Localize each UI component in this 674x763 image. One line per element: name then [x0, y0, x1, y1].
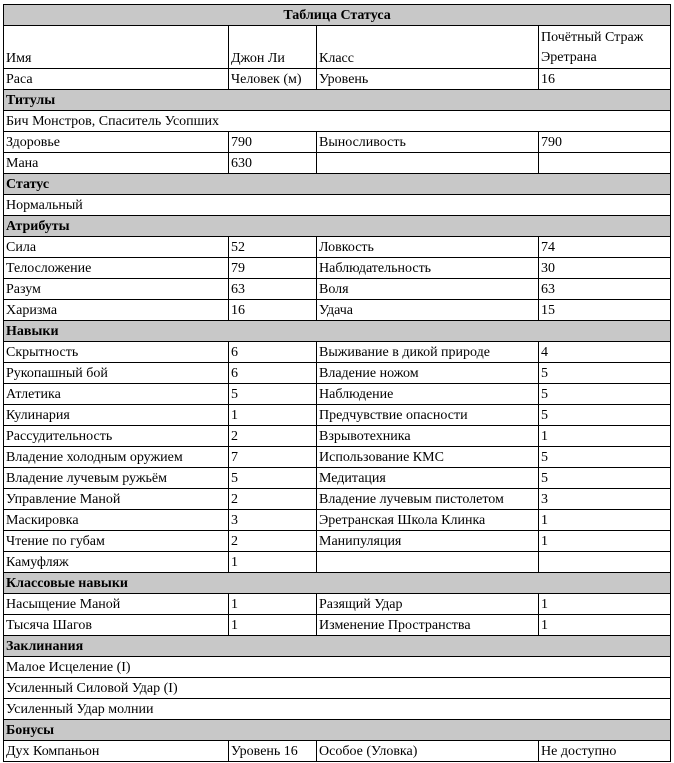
skill-row-value-right: 5 — [539, 363, 671, 384]
attribute-row-value-left: 63 — [229, 279, 317, 300]
attribute-row-value-right: 74 — [539, 237, 671, 258]
skill-row-name-right: Манипуляция — [317, 531, 539, 552]
attribute-row-name-right: Наблюдательность — [317, 258, 539, 279]
status-table — [3, 4, 671, 762]
skill-row-value-right — [539, 552, 671, 573]
race-value: Человек (м) — [229, 69, 317, 90]
skill-row-name-left: Рукопашный бой — [4, 363, 229, 384]
bonuses-header-row — [4, 720, 671, 741]
skill-row-value-left: 3 — [229, 510, 317, 531]
skill-row — [4, 552, 671, 573]
attribute-row-value-right: 15 — [539, 300, 671, 321]
skill-row-value-left: 7 — [229, 447, 317, 468]
race-label: Раса — [4, 69, 229, 90]
skill-row-name-right: Эретранская Школа Клинка — [317, 510, 539, 531]
attribute-row-name-left: Харизма — [4, 300, 229, 321]
skill-row-value-right: 1 — [539, 531, 671, 552]
empty-cell — [317, 153, 539, 174]
bonus-availability: Не доступно — [539, 741, 671, 762]
class-label: Класс — [317, 26, 539, 69]
status-value-row — [4, 195, 671, 216]
title-row — [4, 5, 671, 26]
skill-row — [4, 510, 671, 531]
attribute-row-name-right: Удача — [317, 300, 539, 321]
skill-row-value-left: 6 — [229, 363, 317, 384]
spells-section — [4, 657, 671, 720]
bonus-level: Уровень 16 — [229, 741, 317, 762]
skill-row-value-left: 2 — [229, 489, 317, 510]
race-level-row — [4, 69, 671, 90]
class-skill-row-name-right: Изменение Пространства — [317, 615, 539, 636]
attribute-row-value-left: 52 — [229, 237, 317, 258]
status-header: Статус — [4, 174, 671, 195]
skill-row-value-left: 5 — [229, 384, 317, 405]
name-label: Имя — [4, 26, 229, 69]
class-skills-header: Классовые навыки — [4, 573, 671, 594]
stamina-label: Выносливость — [317, 132, 539, 153]
skill-row-value-right: 5 — [539, 447, 671, 468]
skill-row-value-right: 5 — [539, 468, 671, 489]
skill-row-value-right: 3 — [539, 489, 671, 510]
attribute-row-value-left: 79 — [229, 258, 317, 279]
class-skill-row-name-left: Тысяча Шагов — [4, 615, 229, 636]
skill-row-value-left: 2 — [229, 426, 317, 447]
class-skill-row — [4, 594, 671, 615]
skill-row — [4, 531, 671, 552]
level-value: 16 — [539, 69, 671, 90]
skills-section — [4, 342, 671, 573]
attribute-row-value-right: 30 — [539, 258, 671, 279]
skill-row — [4, 489, 671, 510]
skill-row-name-right: Медитация — [317, 468, 539, 489]
skills-header: Навыки — [4, 321, 671, 342]
skill-row-value-right: 5 — [539, 384, 671, 405]
skill-row-value-right: 4 — [539, 342, 671, 363]
spell-row — [4, 657, 671, 678]
mana-row — [4, 153, 671, 174]
class-skill-row — [4, 615, 671, 636]
class-skill-row-value-right: 1 — [539, 615, 671, 636]
skill-row-value-left: 2 — [229, 531, 317, 552]
mana-label: Мана — [4, 153, 229, 174]
class-skill-row-name-left: Насыщение Маной — [4, 594, 229, 615]
skill-row-value-left: 5 — [229, 468, 317, 489]
skill-row-name-left: Кулинария — [4, 405, 229, 426]
mana-value: 630 — [229, 153, 317, 174]
attribute-row-name-right: Ловкость — [317, 237, 539, 258]
class-skills-header-row — [4, 573, 671, 594]
spell-item: Малое Исцеление (I) — [4, 657, 671, 678]
skill-row — [4, 468, 671, 489]
skill-row-name-left: Рассудительность — [4, 426, 229, 447]
skill-row-value-right: 1 — [539, 426, 671, 447]
skill-row-name-left: Чтение по губам — [4, 531, 229, 552]
skill-row-value-left: 6 — [229, 342, 317, 363]
spells-header-row — [4, 636, 671, 657]
skill-row — [4, 426, 671, 447]
bonus-name: Дух Компаньон — [4, 741, 229, 762]
skill-row — [4, 342, 671, 363]
attribute-row-value-left: 16 — [229, 300, 317, 321]
name-value: Джон Ли — [229, 26, 317, 69]
status-header-row — [4, 174, 671, 195]
spell-item: Усиленный Удар молнии — [4, 699, 671, 720]
bonus-type: Особое (Уловка) — [317, 741, 539, 762]
attribute-row — [4, 258, 671, 279]
level-label: Уровень — [317, 69, 539, 90]
skill-row-name-right: Наблюдение — [317, 384, 539, 405]
skill-row-value-right: 5 — [539, 405, 671, 426]
attribute-row — [4, 279, 671, 300]
skill-row-name-right: Взрывотехника — [317, 426, 539, 447]
class-skill-row-value-right: 1 — [539, 594, 671, 615]
spell-item: Усиленный Силовой Удар (I) — [4, 678, 671, 699]
bonuses-row — [4, 741, 671, 762]
attribute-row-value-right: 63 — [539, 279, 671, 300]
titles-header-row — [4, 90, 671, 111]
attributes-header: Атрибуты — [4, 216, 671, 237]
name-class-row — [4, 26, 671, 69]
class-value: Почётный Страж Эретрана — [539, 26, 671, 69]
attributes-section — [4, 237, 671, 321]
status-value: Нормальный — [4, 195, 671, 216]
empty-cell — [539, 153, 671, 174]
health-label: Здоровье — [4, 132, 229, 153]
attributes-header-row — [4, 216, 671, 237]
skill-row-value-left: 1 — [229, 552, 317, 573]
skill-row-name-right — [317, 552, 539, 573]
attribute-row — [4, 300, 671, 321]
attribute-row-name-left: Разум — [4, 279, 229, 300]
skill-row — [4, 384, 671, 405]
spell-row — [4, 678, 671, 699]
skill-row-name-left: Управление Маной — [4, 489, 229, 510]
skill-row-name-right: Предчувствие опасности — [317, 405, 539, 426]
skill-row-value-right: 1 — [539, 510, 671, 531]
skill-row-name-left: Камуфляж — [4, 552, 229, 573]
skill-row — [4, 447, 671, 468]
titles-value-row — [4, 111, 671, 132]
attribute-row-name-left: Телосложение — [4, 258, 229, 279]
skill-row — [4, 363, 671, 384]
spells-header: Заклинания — [4, 636, 671, 657]
attribute-row-name-right: Воля — [317, 279, 539, 300]
skills-header-row — [4, 321, 671, 342]
class-skill-row-value-left: 1 — [229, 615, 317, 636]
attribute-row — [4, 237, 671, 258]
skill-row-name-left: Владение лучевым ружьём — [4, 468, 229, 489]
table-title: Таблица Статуса — [4, 5, 671, 26]
titles-header: Титулы — [4, 90, 671, 111]
health-value: 790 — [229, 132, 317, 153]
stamina-value: 790 — [539, 132, 671, 153]
titles-value: Бич Монстров, Спаситель Усопших — [4, 111, 671, 132]
skill-row-name-left: Маскировка — [4, 510, 229, 531]
skill-row-name-left: Атлетика — [4, 384, 229, 405]
skill-row-name-left: Скрытность — [4, 342, 229, 363]
skill-row-name-right: Владение ножом — [317, 363, 539, 384]
skill-row-value-left: 1 — [229, 405, 317, 426]
skill-row-name-right: Использование КМС — [317, 447, 539, 468]
attribute-row-name-left: Сила — [4, 237, 229, 258]
skill-row-name-right: Владение лучевым пистолетом — [317, 489, 539, 510]
spell-row — [4, 699, 671, 720]
skill-row-name-right: Выживание в дикой природе — [317, 342, 539, 363]
class-skills-section — [4, 594, 671, 636]
bonuses-header: Бонусы — [4, 720, 671, 741]
class-skill-row-value-left: 1 — [229, 594, 317, 615]
class-skill-row-name-right: Разящий Удар — [317, 594, 539, 615]
skill-row — [4, 405, 671, 426]
skill-row-name-left: Владение холодным оружием — [4, 447, 229, 468]
health-stamina-row — [4, 132, 671, 153]
